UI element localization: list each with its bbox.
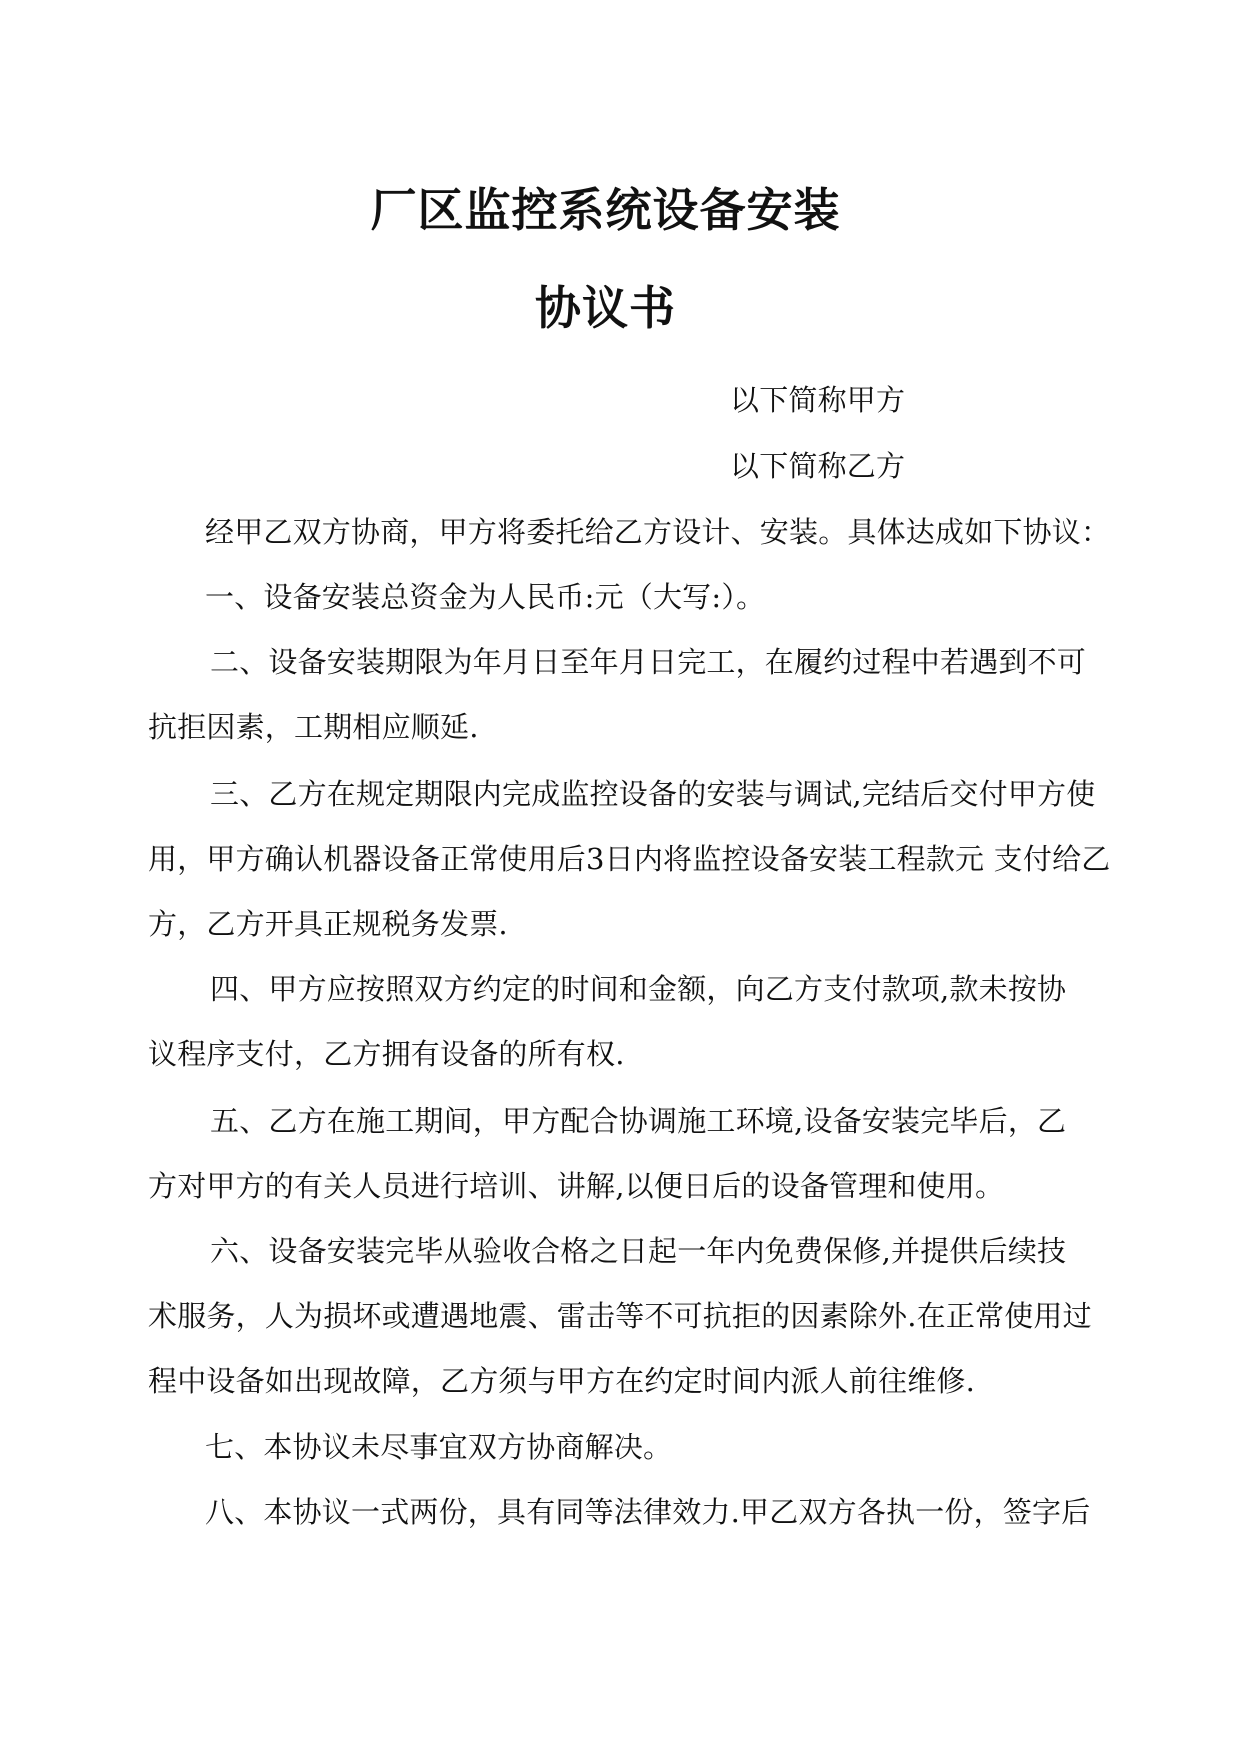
clause-2-line-1: 二、设备安装期限为年月日至年月日完工，在履约过程中若遇到不可 <box>210 645 1087 679</box>
document-title-line1: 厂区监控系统设备安装 <box>370 183 841 237</box>
party-a-label: 以下简称甲方 <box>730 383 906 417</box>
clause-3-line-2: 用，甲方确认机器设备正常使用后3日内将监控设备安装工程款元 支付给乙 <box>148 842 1111 876</box>
clause-2-line-2: 抗拒因素，工期相应顺延. <box>148 710 479 744</box>
intro-paragraph: 经甲乙双方协商，甲方将委托给乙方设计、安装。具体达成如下协议： <box>205 515 1111 549</box>
clause-3-line-3: 方，乙方开具正规税务发票. <box>148 907 508 941</box>
clause-6-line-3: 程中设备如出现故障，乙方须与甲方在约定时间内派人前往维修. <box>148 1364 976 1398</box>
clause-8-line-1: 八、本协议一式两份，具有同等法律效力.甲乙双方各执一份，签字后 <box>205 1495 1091 1529</box>
clause-4-line-1: 四、甲方应按照双方约定的时间和金额，向乙方支付款项,款未按协 <box>210 972 1067 1006</box>
clause-4-line-2: 议程序支付，乙方拥有设备的所有权. <box>148 1037 625 1071</box>
clause-3-line-1: 三、乙方在规定期限内完成监控设备的安装与调试,完结后交付甲方使 <box>210 777 1096 811</box>
document-title-line2: 协议书 <box>535 281 676 335</box>
clause-6-line-2: 术服务，人为损坏或遭遇地震、雷击等不可抗拒的因素除外.在正常使用过 <box>148 1299 1092 1333</box>
clause-6-line-1: 六、设备安装完毕从验收合格之日起一年内免费保修,并提供后续技 <box>210 1234 1067 1268</box>
clause-5-line-1: 五、乙方在施工期间，甲方配合协调施工环境,设备安装完毕后，乙 <box>210 1104 1067 1138</box>
clause-7-line-1: 七、本协议未尽事宜双方协商解决。 <box>205 1430 673 1464</box>
clause-5-line-2: 方对甲方的有关人员进行培训、讲解,以便日后的设备管理和使用。 <box>148 1169 1005 1203</box>
party-b-label: 以下简称乙方 <box>730 449 906 483</box>
clause-1-line-1: 一、设备安装总资金为人民币:元（大写:）。 <box>205 580 766 614</box>
